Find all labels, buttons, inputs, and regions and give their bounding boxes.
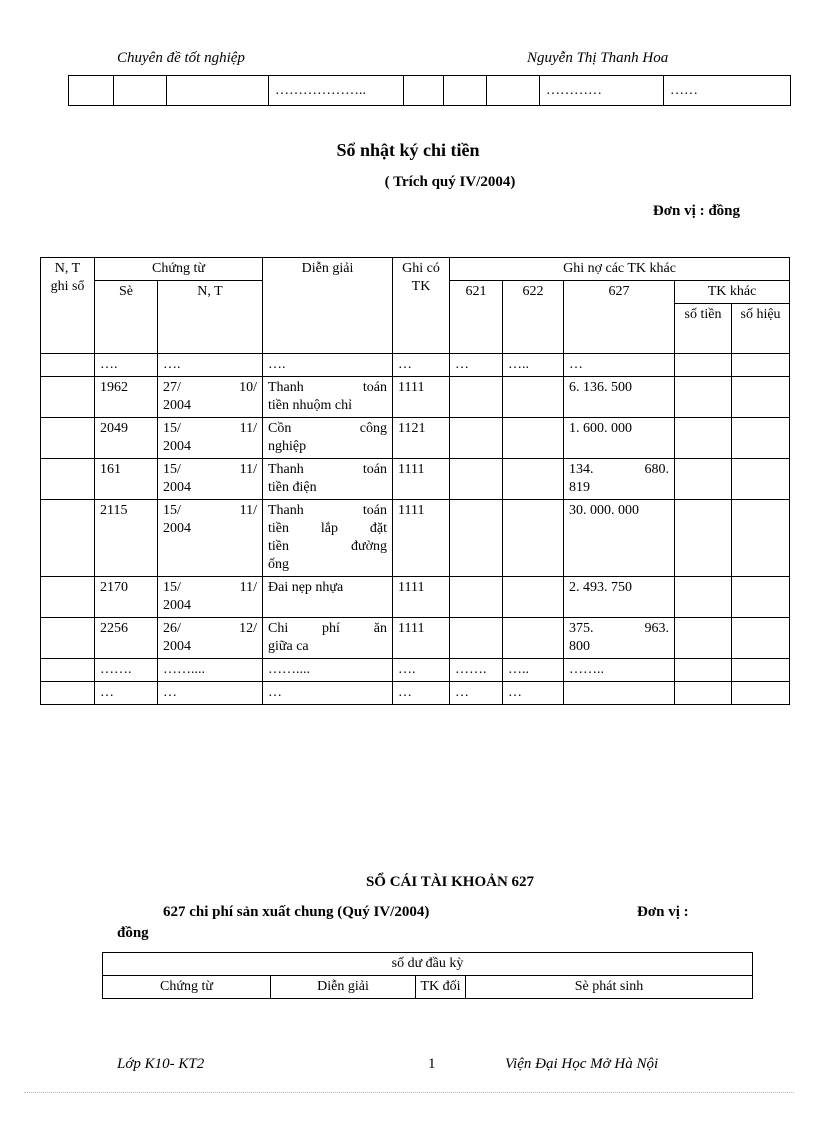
cell-dien-giai	[263, 377, 393, 418]
amount-line: 6. 136. 500	[569, 380, 632, 395]
cell-dien-giai	[263, 577, 393, 618]
date-line: ……....	[163, 662, 205, 677]
date-line: …	[163, 685, 177, 700]
date-year: 2004	[163, 521, 191, 536]
cell-nt-ghi-so	[41, 418, 95, 459]
journal-unit: Đơn vị : đồng	[652, 203, 740, 219]
date-part: 11/	[239, 462, 257, 477]
cell-so-hieu	[732, 459, 790, 500]
cell-nt-ghi-so	[41, 377, 95, 418]
top-strip-cell	[404, 76, 444, 106]
cell-627	[564, 500, 675, 577]
cell-627	[564, 418, 675, 459]
cell-date	[158, 354, 263, 377]
date-year: 2004	[163, 439, 191, 454]
ledger-header-se-phat-sinh: Sè phát sinh	[466, 976, 753, 999]
footer-left: Lớp K10- KT2	[117, 1056, 205, 1072]
header-tk-khac: TK khác	[675, 281, 790, 304]
cell-627	[564, 459, 675, 500]
header-right: Nguyễn Thị Thanh Hoa	[527, 50, 669, 66]
description-line: tiền đường	[268, 539, 387, 554]
cell-622	[503, 577, 564, 618]
cell-se: 2170	[95, 577, 158, 618]
description-line: ……....	[268, 662, 310, 677]
date-part: 10/	[239, 380, 257, 395]
header-622: 622	[503, 281, 564, 354]
cell-ghi-co-tk: 1111	[393, 577, 450, 618]
date-line	[163, 379, 257, 397]
amount-line: …	[569, 357, 583, 372]
top-strip-cell: ………………..	[269, 76, 404, 106]
cell-so-hieu	[732, 618, 790, 659]
date-part: 11/	[239, 503, 257, 518]
cell-se: …	[95, 682, 158, 705]
ledger-title: SỔ CÁI TÀI KHOẢN 627	[365, 874, 535, 890]
date-part: 15/	[163, 462, 181, 477]
header-so-tien: số tiền	[675, 304, 732, 354]
cell-date	[158, 659, 263, 682]
header-dien-giai: Diễn giải	[263, 258, 393, 354]
cell-622	[503, 377, 564, 418]
ledger-subtitle: 627 chi phí sản xuất chung (Quý IV/2004)	[163, 904, 430, 920]
header-se: Sè	[95, 281, 158, 354]
cell-date	[158, 618, 263, 659]
cell-621	[450, 500, 503, 577]
amount-line: 375. 963.	[569, 621, 669, 636]
cell-se: …….	[95, 659, 158, 682]
ledger-unit: Đơn vị :	[637, 904, 689, 920]
top-strip-row	[69, 76, 791, 106]
date-part: 11/	[239, 421, 257, 436]
journal-title: Sổ nhật ký chi tiền	[336, 140, 480, 160]
cell-622: …	[503, 682, 564, 705]
date-part: 11/	[239, 580, 257, 595]
amount-line: 134. 680.	[569, 462, 669, 477]
cell-se: 2256	[95, 618, 158, 659]
date-part: 27/	[163, 380, 181, 395]
cell-date	[158, 377, 263, 418]
header-nt: N, T	[158, 281, 263, 354]
date-year: 2004	[163, 480, 191, 495]
cell-so-tien	[675, 459, 732, 500]
cell-dien-giai	[263, 354, 393, 377]
date-line	[163, 461, 257, 479]
header-ghi-no: Ghi nợ các TK khác	[450, 258, 790, 281]
cell-so-tien	[675, 682, 732, 705]
cell-so-hieu	[732, 682, 790, 705]
cell-ghi-co-tk: 1111	[393, 500, 450, 577]
date-year: 2004	[163, 598, 191, 613]
journal-row	[41, 659, 790, 682]
top-strip-table	[68, 75, 791, 106]
cell-date	[158, 418, 263, 459]
description-line: Cồn công	[268, 421, 387, 436]
top-strip-cell	[444, 76, 487, 106]
header-left: Chuyên đề tốt nghiệp	[117, 50, 245, 66]
cell-so-hieu	[732, 377, 790, 418]
cell-nt-ghi-so	[41, 459, 95, 500]
journal-row	[41, 377, 790, 418]
ledger-627-table	[102, 952, 753, 999]
description-line: Thanh toán	[268, 380, 387, 395]
cell-ghi-co-tk: …	[393, 682, 450, 705]
cell-so-hieu	[732, 418, 790, 459]
date-part: 26/	[163, 621, 181, 636]
amount-line: 30. 000. 000	[569, 503, 639, 518]
cell-dien-giai	[263, 618, 393, 659]
date-line	[163, 579, 257, 597]
cell-nt-ghi-so	[41, 500, 95, 577]
description-line: …	[268, 685, 282, 700]
description-line: tiền nhuộm chỉ	[268, 398, 352, 413]
journal-row	[41, 459, 790, 500]
cell-627	[564, 659, 675, 682]
amount-line: 800	[569, 639, 590, 654]
top-strip-cell	[69, 76, 114, 106]
date-part: 15/	[163, 503, 181, 518]
cell-nt-ghi-so	[41, 682, 95, 705]
cell-627	[564, 682, 675, 705]
date-part: 15/	[163, 421, 181, 436]
cell-627	[564, 354, 675, 377]
cell-nt-ghi-so	[41, 659, 95, 682]
cell-ghi-co-tk: …	[393, 354, 450, 377]
cell-se: 2115	[95, 500, 158, 577]
page-divider	[24, 1092, 794, 1093]
cell-nt-ghi-so	[41, 618, 95, 659]
description-line: Đai nẹp nhựa	[268, 580, 344, 595]
cell-ghi-co-tk: ….	[393, 659, 450, 682]
description-line: ống	[268, 557, 289, 572]
cell-622	[503, 459, 564, 500]
cell-so-tien	[675, 659, 732, 682]
description-line: tiền điện	[268, 480, 317, 495]
cell-so-hieu	[732, 577, 790, 618]
cell-627	[564, 377, 675, 418]
cell-se: 1962	[95, 377, 158, 418]
ledger-opening-balance: số dư đầu kỳ	[103, 953, 753, 976]
cell-ghi-co-tk: 1111	[393, 618, 450, 659]
ledger-header-dien-giai: Diễn giải	[271, 976, 416, 999]
header-627: 627	[564, 281, 675, 354]
top-strip-cell	[167, 76, 269, 106]
amount-line: 2. 493. 750	[569, 580, 632, 595]
date-part: 15/	[163, 580, 181, 595]
cell-dien-giai	[263, 682, 393, 705]
header-chung-tu: Chứng từ	[95, 258, 263, 281]
journal-subtitle: ( Trích quý IV/2004)	[384, 174, 516, 190]
header-ghi-co-tk: Ghi có TK	[393, 258, 450, 354]
ledger-header-chung-tu: Chứng từ	[103, 976, 271, 999]
cell-621	[450, 377, 503, 418]
top-strip-cell: ……	[664, 76, 791, 106]
cell-627	[564, 577, 675, 618]
date-year: 2004	[163, 639, 191, 654]
date-line	[163, 502, 257, 520]
journal-row	[41, 618, 790, 659]
date-year: 2004	[163, 398, 191, 413]
cell-date	[158, 459, 263, 500]
top-strip-cell: …………	[540, 76, 664, 106]
top-strip-cell	[114, 76, 167, 106]
journal-row	[41, 354, 790, 377]
header-621: 621	[450, 281, 503, 354]
description-line: ….	[268, 357, 286, 372]
amount-line: 819	[569, 480, 590, 495]
date-part: 12/	[239, 621, 257, 636]
cell-so-tien	[675, 618, 732, 659]
cell-so-hieu	[732, 500, 790, 577]
cell-so-tien	[675, 354, 732, 377]
journal-row	[41, 500, 790, 577]
cell-ghi-co-tk: 1111	[393, 459, 450, 500]
cell-621: …	[450, 682, 503, 705]
cell-se: 2049	[95, 418, 158, 459]
cell-so-hieu	[732, 659, 790, 682]
cash-payment-journal-table	[40, 257, 790, 705]
date-line	[163, 420, 257, 438]
cell-nt-ghi-so	[41, 577, 95, 618]
cell-621	[450, 459, 503, 500]
journal-body	[41, 354, 790, 705]
cell-so-tien	[675, 418, 732, 459]
cell-621	[450, 577, 503, 618]
amount-line: 1. 600. 000	[569, 421, 632, 436]
cell-dien-giai	[263, 659, 393, 682]
cell-so-hieu	[732, 354, 790, 377]
ledger-opening-row	[103, 953, 753, 976]
journal-header-row-1	[41, 258, 790, 281]
cell-so-tien	[675, 577, 732, 618]
cell-621: …	[450, 354, 503, 377]
cell-so-tien	[675, 377, 732, 418]
ledger-unit-continued: đồng	[117, 925, 149, 941]
cell-date	[158, 682, 263, 705]
cell-622: …..	[503, 659, 564, 682]
cell-621	[450, 418, 503, 459]
amount-line: ……..	[569, 662, 604, 677]
cell-nt-ghi-so	[41, 354, 95, 377]
footer-right: Viện Đại Học Mở Hà Nội	[505, 1056, 659, 1072]
ledger-header-tk-doi: TK đối	[416, 976, 466, 999]
journal-row	[41, 577, 790, 618]
cell-622: …..	[503, 354, 564, 377]
ledger-header-row	[103, 976, 753, 999]
cell-dien-giai	[263, 459, 393, 500]
cell-627	[564, 618, 675, 659]
description-line: giữa ca	[268, 639, 309, 654]
cell-ghi-co-tk: 1121	[393, 418, 450, 459]
description-line: Thanh toán	[268, 503, 387, 518]
description-line: Chi phí ăn	[268, 621, 387, 636]
date-line	[163, 620, 257, 638]
cell-dien-giai	[263, 418, 393, 459]
cell-621	[450, 618, 503, 659]
cell-ghi-co-tk: 1111	[393, 377, 450, 418]
cell-so-tien	[675, 500, 732, 577]
cell-dien-giai	[263, 500, 393, 577]
top-strip-cell	[487, 76, 540, 106]
cell-621: …….	[450, 659, 503, 682]
journal-row	[41, 682, 790, 705]
header-nt-ghi-so: N, T ghi sổ	[41, 258, 95, 354]
header-so-hieu: số hiệu	[732, 304, 790, 354]
cell-date	[158, 500, 263, 577]
description-line: nghiệp	[268, 439, 307, 454]
footer-page-number: 1	[428, 1056, 436, 1072]
date-line: ….	[163, 357, 181, 372]
cell-date	[158, 577, 263, 618]
cell-622	[503, 618, 564, 659]
description-line: Thanh toán	[268, 462, 387, 477]
cell-622	[503, 500, 564, 577]
cell-se: ….	[95, 354, 158, 377]
cell-se: 161	[95, 459, 158, 500]
cell-622	[503, 418, 564, 459]
journal-row	[41, 418, 790, 459]
description-line: tiền lắp đặt	[268, 521, 387, 536]
